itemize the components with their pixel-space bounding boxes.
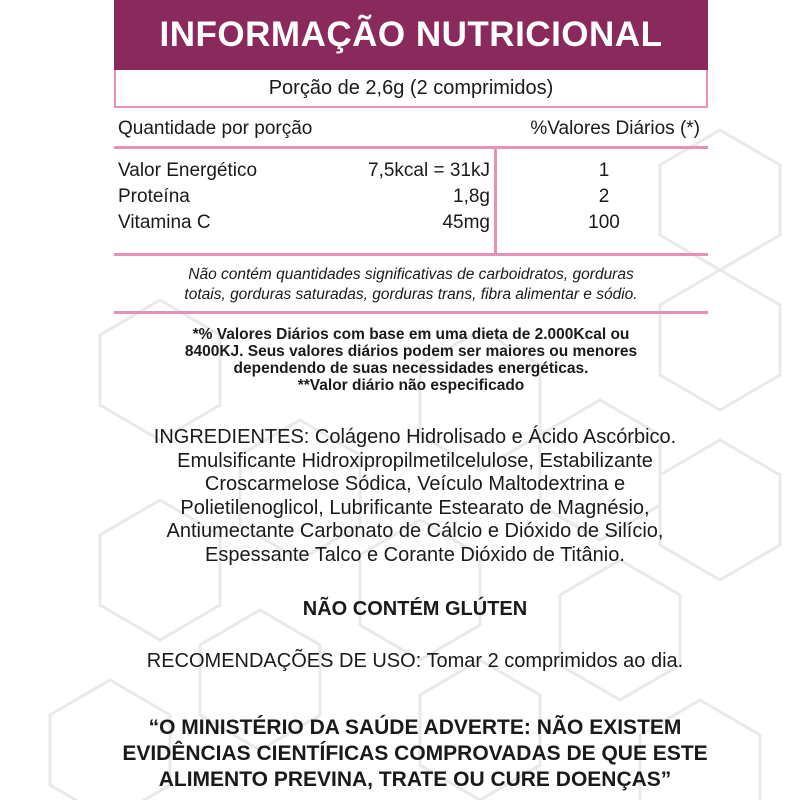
note-line: Não contém quantidades significativas de carboidratos, gorduras (188, 266, 634, 283)
label-title: INFORMAÇÃO NUTRICIONAL (114, 0, 708, 70)
usage-recommendation: RECOMENDAÇÕES DE USO: Tomar 2 comprimidos ao dia. (146, 650, 684, 672)
warning-line: EVIDÊNCIAS CIENTÍFICAS COMPROVADAS DE QUE ESTE (122, 742, 708, 765)
ingredients-line: INGREDIENTES: Colágeno Hidrolisado e Ácido Ascórbico. (153, 426, 677, 448)
nutrient-quantity: 1,8g (453, 186, 490, 207)
nutrient-daily-value: 1 (598, 160, 610, 181)
daily-value-header: %Valores Diários (*) (530, 118, 700, 139)
divider-header (114, 146, 708, 149)
nutrient-table (114, 160, 708, 238)
table-row (114, 212, 708, 238)
ingredients-line: Polietilenoglicol, Lubrificante Estearato de Magnésio, (180, 496, 650, 519)
ingredients-line: Emulsificante Hidroxipropilmetilcelulose, Estabilizante (177, 449, 653, 472)
ingredients-line: Espessante Talco e Corante Dióxido de Titânio. (205, 543, 625, 566)
nutrient-quantity: 45mg (442, 212, 490, 233)
warning-line: ALIMENTO PREVINA, TRATE OU CURE DOENÇAS” (158, 768, 672, 791)
nutrient-daily-value: 100 (588, 212, 620, 233)
daily-value-footnote (114, 326, 708, 394)
health-ministry-warning (90, 715, 740, 793)
divider-table-bottom (114, 253, 708, 256)
table-row (114, 160, 708, 186)
nutrient-name: Vitamina C (118, 212, 211, 233)
warning-line: “O MINISTÉRIO DA SAÚDE ADVERTE: NÃO EXISTEM (148, 716, 682, 739)
footnote-line: 8400KJ. Seus valores diários podem ser maiores ou menores (184, 343, 638, 360)
divider-notes (114, 311, 708, 314)
gluten-notice: NÃO CONTÉM GLÚTEN (302, 598, 528, 620)
ingredients-list (100, 426, 730, 567)
footnote-line: dependendo de suas necessidades energéticas. (233, 360, 589, 377)
portion-size: Porção de 2,6g (2 comprimidos) (114, 70, 708, 108)
not-contains-note (114, 265, 708, 305)
nutrient-name: Proteína (118, 186, 190, 207)
ingredients-line: Antiumectante Carbonato de Cálcio e Dióxido de Silício, (166, 520, 664, 542)
quantity-header: Quantidade por porção (118, 118, 313, 139)
table-row (114, 186, 708, 212)
nutrient-name: Valor Energético (118, 160, 258, 181)
nutrient-daily-value: 2 (598, 186, 610, 207)
note-line: totais, gorduras saturadas, gorduras trans, fibra alimentar e sódio. (184, 286, 638, 303)
footnote-line: **Valor diário não especificado (297, 377, 525, 394)
table-header (114, 114, 708, 142)
nutrient-quantity: 7,5kcal = 31kJ (368, 160, 490, 181)
ingredients-line: Croscarmelose Sódica, Veículo Maltodextrina e (204, 473, 626, 495)
footnote-line: *% Valores Diários com base em uma dieta de 2.000Kcal ou (192, 326, 630, 343)
